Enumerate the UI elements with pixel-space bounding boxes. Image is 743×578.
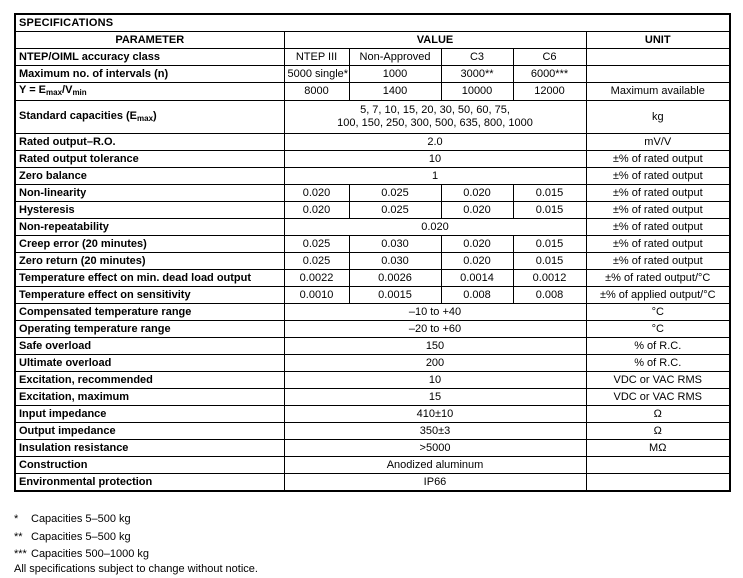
value-cell: 350±3 (284, 423, 586, 440)
value-cell: 5, 7, 10, 15, 20, 30, 50, 60, 75, 100, 150, 250, 300, 500, 635, 800, 1000 (284, 101, 586, 134)
footnote-marker: *** (14, 548, 27, 560)
table-row (15, 168, 730, 185)
parameter-cell: Excitation, recommended (15, 372, 284, 389)
footnote (14, 511, 149, 529)
table-row (15, 253, 730, 270)
unit-cell: Maximum available (586, 83, 730, 101)
parameter-cell: Operating temperature range (15, 321, 284, 338)
specifications-table (14, 13, 731, 492)
value-cell: 0.025 (284, 253, 349, 270)
unit-cell: mV/V (586, 134, 730, 151)
table-row (15, 338, 730, 355)
table-title: SPECIFICATIONS (15, 14, 730, 32)
value-cell: 0.020 (441, 236, 513, 253)
parameter-cell: Excitation, maximum (15, 389, 284, 406)
value-cell: 0.008 (441, 287, 513, 304)
value-cell: 0.020 (441, 185, 513, 202)
footnote (14, 529, 149, 547)
unit-cell (586, 66, 730, 83)
table-row (15, 440, 730, 457)
value-cell: 0.0010 (284, 287, 349, 304)
value-cell: 0.015 (513, 185, 586, 202)
parameter-cell: Insulation resistance (15, 440, 284, 457)
column-header-value: VALUE (284, 32, 586, 49)
unit-cell: kg (586, 101, 730, 134)
value-cell: 12000 (513, 83, 586, 101)
parameter-cell: Non-repeatability (15, 219, 284, 236)
table-row (15, 406, 730, 423)
table-row (15, 457, 730, 474)
footnote (14, 546, 149, 564)
unit-cell: % of R.C. (586, 338, 730, 355)
parameter-cell: Compensated temperature range (15, 304, 284, 321)
value-cell: 3000** (441, 66, 513, 83)
parameter-cell: Rated output tolerance (15, 151, 284, 168)
parameter-cell: Environmental protection (15, 474, 284, 492)
value-cell: 0.025 (349, 185, 441, 202)
unit-cell: % of R.C. (586, 355, 730, 372)
value-cell: Anodized aluminum (284, 457, 586, 474)
table-row (15, 270, 730, 287)
value-cell: 0.008 (513, 287, 586, 304)
value-cell: 6000*** (513, 66, 586, 83)
table-header-row (15, 32, 730, 49)
value-cell: –20 to +60 (284, 321, 586, 338)
value-cell: 0.015 (513, 236, 586, 253)
value-cell: 0.0014 (441, 270, 513, 287)
parameter-cell: Safe overload (15, 338, 284, 355)
table-row (15, 355, 730, 372)
table-row (15, 49, 730, 66)
unit-cell: ±% of rated output (586, 253, 730, 270)
value-cell: 0.020 (284, 202, 349, 219)
parameter-cell: Rated output–R.O. (15, 134, 284, 151)
value-cell: IP66 (284, 474, 586, 492)
value-cell: 0.020 (441, 202, 513, 219)
table-row (15, 151, 730, 168)
parameter-cell: $Y = E_{max}/V_{min}$ (15, 83, 284, 101)
table-row (15, 134, 730, 151)
value-cell: 0.020 (284, 219, 586, 236)
value-cell: >5000 (284, 440, 586, 457)
value-cell: 15 (284, 389, 586, 406)
unit-cell: VDC or VAC RMS (586, 389, 730, 406)
value-cell: NTEP III (284, 49, 349, 66)
table-title-row (15, 14, 730, 32)
unit-cell: ±% of rated output (586, 185, 730, 202)
value-cell: 410±10 (284, 406, 586, 423)
parameter-cell: Construction (15, 457, 284, 474)
value-cell: 0.0022 (284, 270, 349, 287)
value-cell: 10000 (441, 83, 513, 101)
parameter-cell: Hysteresis (15, 202, 284, 219)
unit-cell: ±% of rated output/°C (586, 270, 730, 287)
unit-cell: Ω (586, 406, 730, 423)
column-header-unit: UNIT (586, 32, 730, 49)
value-cell: C3 (441, 49, 513, 66)
value-cell: 0.0015 (349, 287, 441, 304)
disclaimer-text: All specifications subject to change without notice. (14, 563, 258, 575)
unit-cell: ±% of rated output (586, 151, 730, 168)
unit-cell: VDC or VAC RMS (586, 372, 730, 389)
table-row (15, 304, 730, 321)
value-cell: 0.015 (513, 202, 586, 219)
table-row (15, 389, 730, 406)
unit-cell: ±% of rated output (586, 202, 730, 219)
unit-cell: ±% of rated output (586, 168, 730, 185)
parameter-cell: Input impedance (15, 406, 284, 423)
table-row (15, 202, 730, 219)
value-cell: 0.015 (513, 253, 586, 270)
unit-cell: MΩ (586, 440, 730, 457)
parameter-cell: Creep error (20 minutes) (15, 236, 284, 253)
unit-cell (586, 457, 730, 474)
table-row (15, 83, 730, 101)
footnote-text: Capacities 500–1000 kg (31, 548, 150, 560)
footnote-text: Capacities 5–500 kg (31, 513, 131, 525)
footnotes (14, 511, 149, 564)
parameter-cell: Output impedance (15, 423, 284, 440)
footnote-marker: ** (14, 530, 23, 543)
value-cell: 10 (284, 372, 586, 389)
table-row (15, 66, 730, 83)
parameter-cell: Non-linearity (15, 185, 284, 202)
parameter-cell: NTEP/OIML accuracy class (15, 49, 284, 66)
parameter-cell: Ultimate overload (15, 355, 284, 372)
value-cell: 0.025 (284, 236, 349, 253)
unit-cell: Ω (586, 423, 730, 440)
value-cell: 0.030 (349, 253, 441, 270)
unit-cell: ±% of applied output/°C (586, 287, 730, 304)
table-row (15, 321, 730, 338)
value-cell: 8000 (284, 83, 349, 101)
value-cell: 1000 (349, 66, 441, 83)
value-cell: 10 (284, 151, 586, 168)
value-cell: Non-Approved (349, 49, 441, 66)
unit-cell: °C (586, 321, 730, 338)
unit-cell (586, 474, 730, 492)
column-header-parameter: PARAMETER (15, 32, 284, 49)
parameter-cell: Zero balance (15, 168, 284, 185)
value-cell: 0.030 (349, 236, 441, 253)
value-cell: 0.0026 (349, 270, 441, 287)
footnote-marker: * (14, 513, 19, 525)
table-row (15, 287, 730, 304)
unit-cell: °C (586, 304, 730, 321)
parameter-cell: Temperature effect on min. dead load output (15, 270, 284, 287)
value-cell: 5000 single* (284, 66, 349, 83)
table-row (15, 423, 730, 440)
parameter-cell: Temperature effect on sensitivity (15, 287, 284, 304)
value-cell: 150 (284, 338, 586, 355)
table-row (15, 474, 730, 492)
value-cell: 0.0012 (513, 270, 586, 287)
value-cell: –10 to +40 (284, 304, 586, 321)
table-row (15, 101, 730, 134)
value-cell: 0.020 (284, 185, 349, 202)
value-cell: C6 (513, 49, 586, 66)
parameter-cell: Maximum no. of intervals (n) (15, 66, 284, 83)
unit-cell: ±% of rated output (586, 236, 730, 253)
unit-cell (586, 49, 730, 66)
parameter-cell: Standard capacities $(E_{max})$ (15, 101, 284, 134)
unit-cell: ±% of rated output (586, 219, 730, 236)
value-cell: 200 (284, 355, 586, 372)
value-cell: 1400 (349, 83, 441, 101)
parameter-cell: Zero return (20 minutes) (15, 253, 284, 270)
value-cell: 1 (284, 168, 586, 185)
value-cell: 0.020 (441, 253, 513, 270)
table-row (15, 236, 730, 253)
footnote-text: Capacities 5–500 kg (31, 530, 131, 543)
table-row (15, 219, 730, 236)
table-row (15, 372, 730, 389)
value-cell: 0.025 (349, 202, 441, 219)
table-body (15, 49, 730, 492)
table-row (15, 185, 730, 202)
value-cell: 2.0 (284, 134, 586, 151)
